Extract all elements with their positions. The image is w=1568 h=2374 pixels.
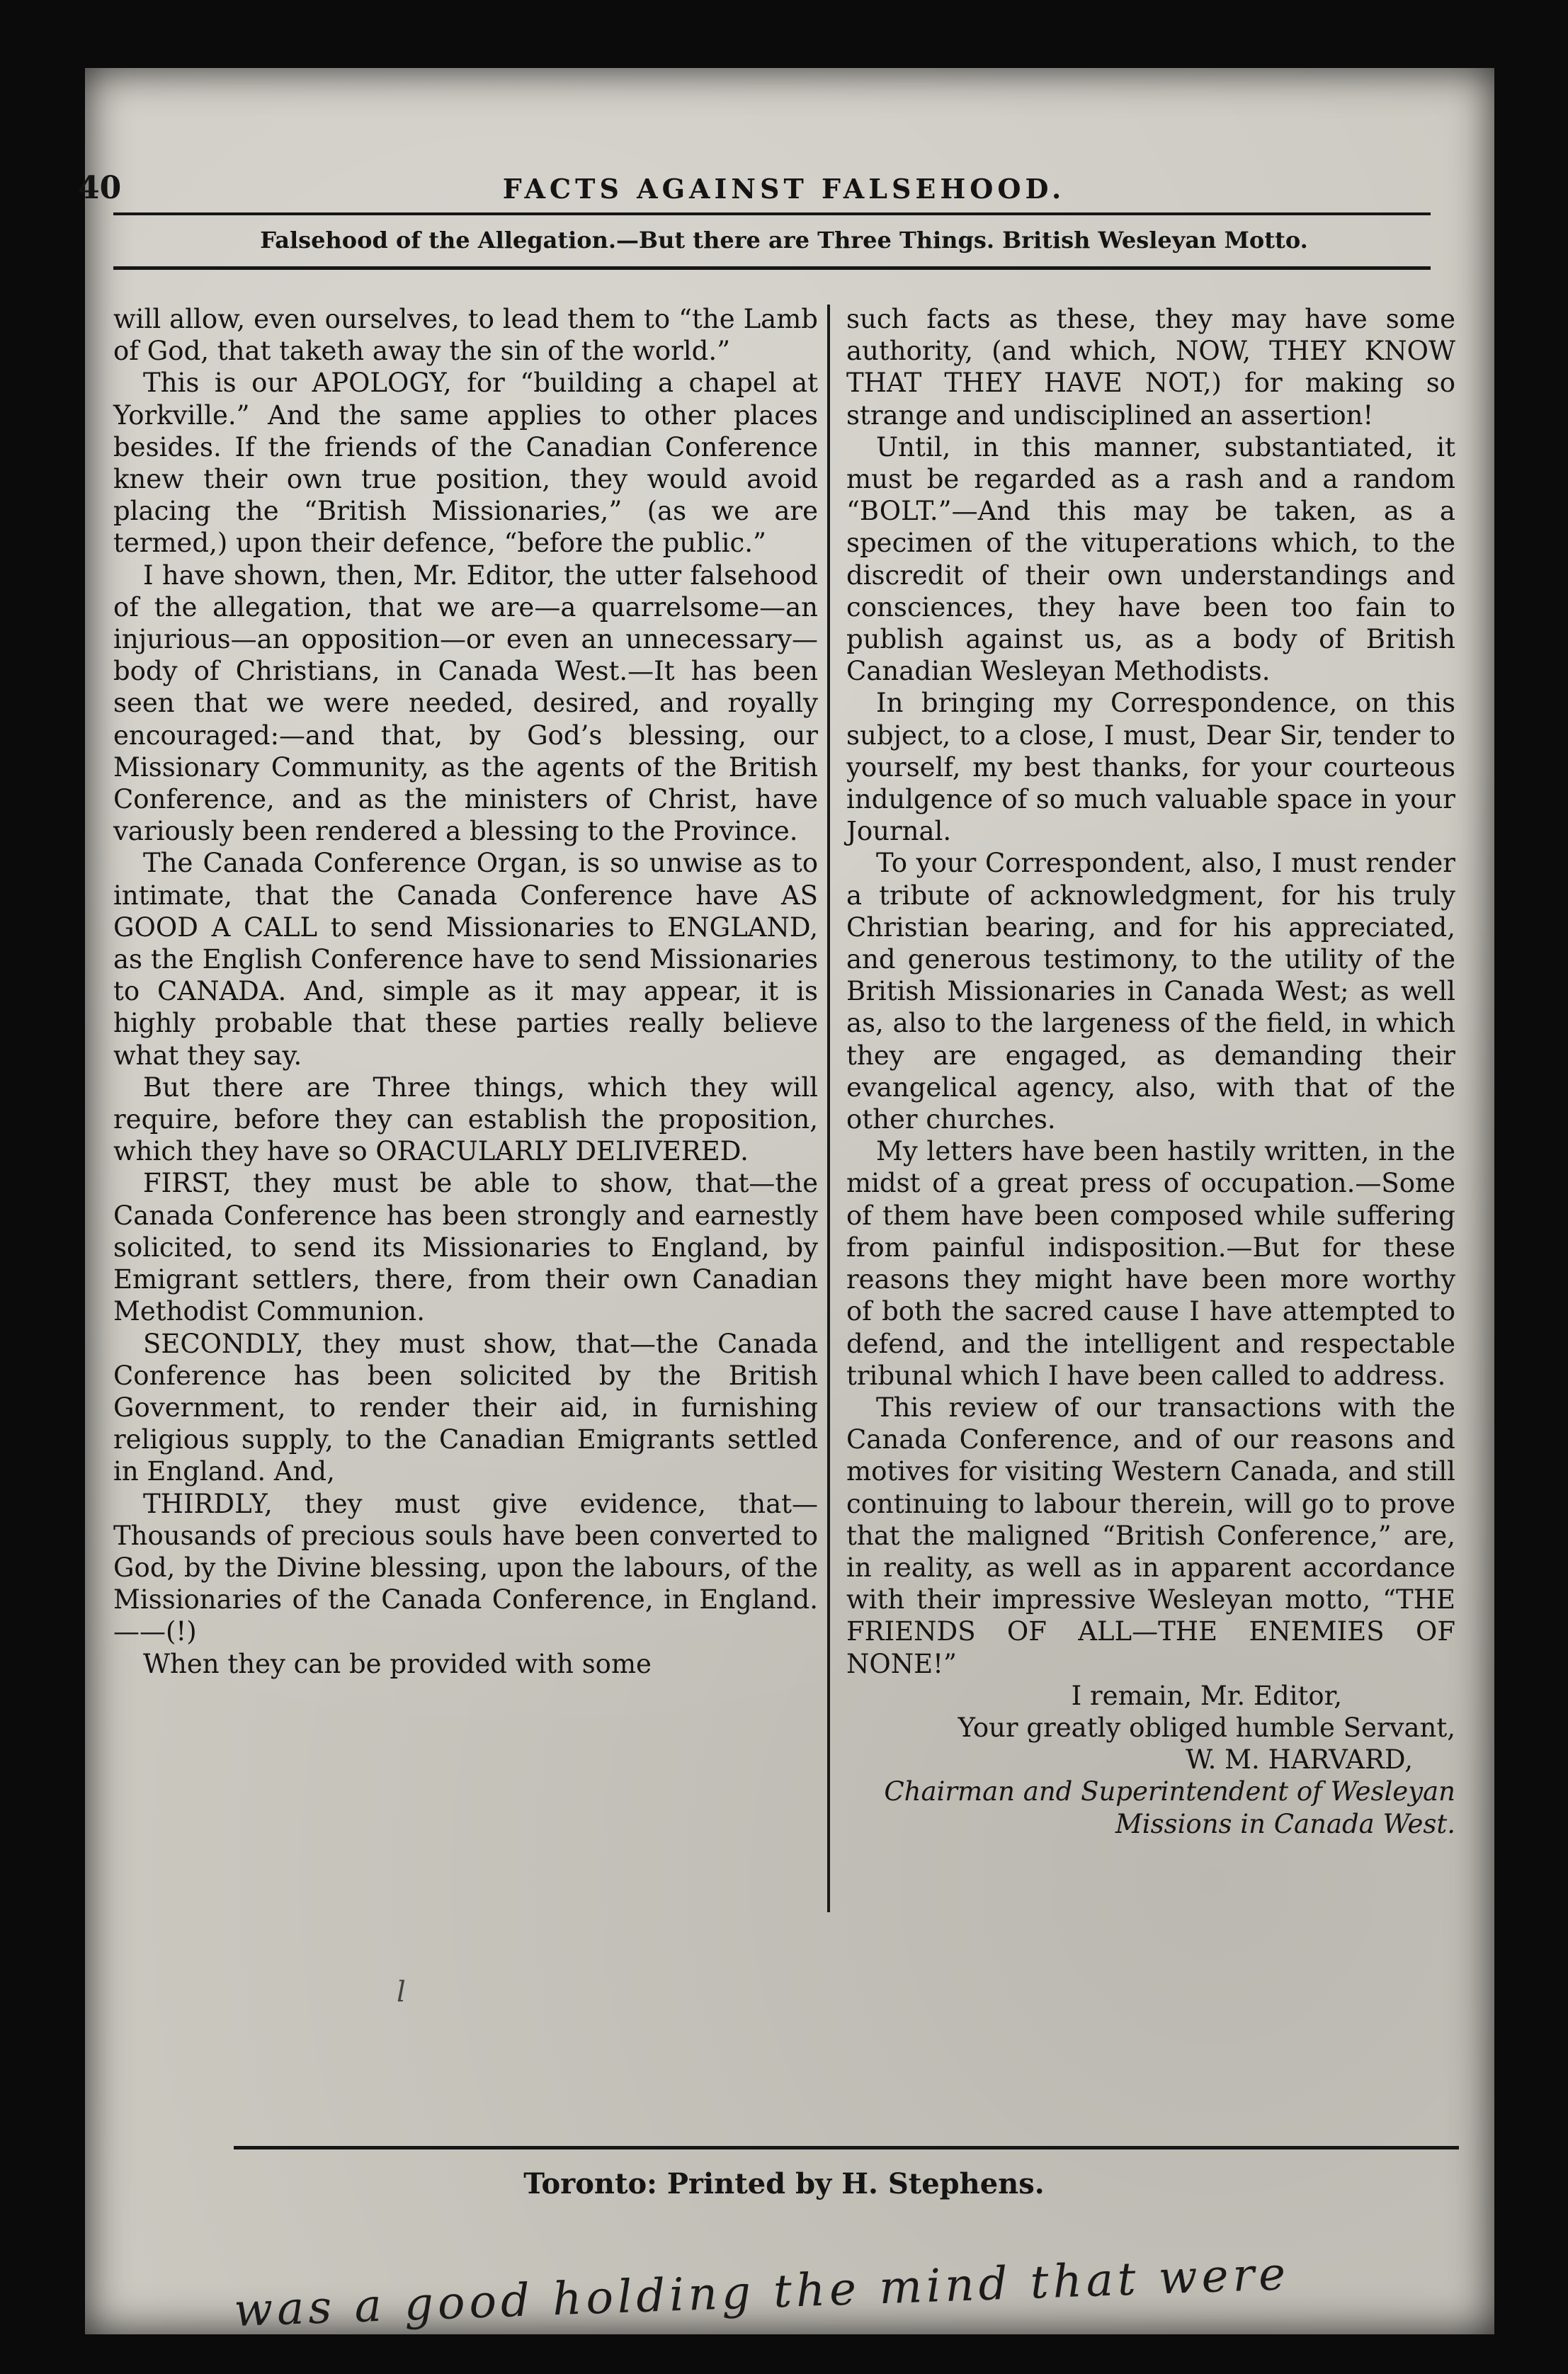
signature-title-line1: Chairman and Superintendent of Wesleyan	[884, 1776, 1455, 1807]
column-divider	[827, 305, 830, 1912]
footer-rule	[234, 2146, 1459, 2149]
signature-title-line2: Missions in Canada West.	[1115, 1808, 1455, 1839]
paragraph: But there are Three things, which they will require, before they can establish the proposition, which they have so ORACULARLY DELIVERED.	[113, 1072, 818, 1167]
imprint: Toronto: Printed by H. Stephens.	[523, 2167, 1045, 2200]
header-rule-top	[113, 212, 1431, 215]
paragraph: FIRST, they must be able to show, that—the Canada Conference has been strongly and earnestly solicited, to send its Missionaries to England, by Emigrant settlers, there, from their own Canadian Methodist Communion.	[113, 1168, 818, 1327]
paragraph: In bringing my Correspondence, on this subject, to a close, I must, Dear Sir, tender to yourself, my best thanks, for your courteous indulgence of so much valuable space in your Journal.	[846, 688, 1455, 847]
paragraph: This review of our transactions with the Canada Conference, and of our reasons and motives for visiting Western Canada, and still continuing to labour therein, will go to prove that the maligned “British Conference,” are, in reality, as well as in apparent accordance with their impressive Wesleyan motto, “THE FRIENDS OF ALL—THE ENEMIES OF NONE!”	[846, 1392, 1455, 1679]
closing-servant: Your greatly obliged humble Servant,	[958, 1712, 1455, 1743]
paragraph: will allow, even ourselves, to lead them to “the Lamb of God, that taketh away the sin of the world.”	[113, 304, 818, 367]
right-column	[846, 303, 1455, 1840]
paragraph: This is our APOLOGY, for “building a chapel at Yorkville.” And the same applies to other places besides. If the friends of the Canadian Conference knew their own true position, they would avoid placing the “British Missionaries,” (as we are termed,) upon their defence, “before the public.”	[113, 368, 818, 559]
handwritten-note: was a good holding the mind that were	[233, 2248, 1291, 2337]
paragraph: My letters have been hastily written, in the midst of a great press of occupation.—Some of them have been composed while suffering from painful indisposition.—But for these reasons they might have been more worthy of both the sacred cause I have attempted to defend, and the intelligent and respectable tribunal which I have been called to address.	[846, 1136, 1455, 1391]
header-rule-bottom	[113, 266, 1431, 270]
stray-mark: l	[397, 1976, 406, 2009]
paragraph: such facts as these, they may have some authority, (and which, NOW, THEY KNOW THAT THEY HAVE NOT,) for making so strange and undisciplined an assertion!	[846, 304, 1455, 431]
paragraph: SECONDLY, they must show, that—the Canada Conference has been solicited by the British Government, to render their aid, in furnishing religious supply, to the Canadian Emigrants settled in England. And,	[113, 1328, 818, 1487]
left-column	[113, 303, 818, 1680]
paragraph: Until, in this manner, substantiated, it must be regarded as a rash and a random “BOLT.”—And this may be taken, as a specimen of the vituperations which, to the discredit of their own understandings and consciences, they have been too fain to publish against us, as a body of British Canadian Wesleyan Methodists.	[846, 431, 1455, 687]
paragraph: When they can be provided with some	[143, 1648, 652, 1679]
paragraph: The Canada Conference Organ, is so unwise as to intimate, that the Canada Conference have AS GOOD A CALL to send Missionaries to ENGLAND, as the English Conference have to send Missionaries to CANADA. And, simple as it may appear, it is highly probable that these parties really believe what they say.	[113, 848, 818, 1071]
paragraph: THIRDLY, they must give evidence, that—Thousands of precious souls have been converted to God, by the Divine blessing, upon the labours, of the Missionaries of the Canada Conference, in England.——(!)	[113, 1488, 818, 1647]
signature-name: W. M. HARVARD,	[1186, 1744, 1413, 1776]
page-subtitle: Falsehood of the Allegation.—But there are Three Things. British Wesleyan Motto.	[260, 227, 1308, 254]
closing-remain: I remain, Mr. Editor,	[1071, 1680, 1342, 1711]
page-number: 40	[78, 170, 122, 206]
running-title: FACTS AGAINST FALSEHOOD.	[502, 173, 1066, 205]
paragraph: I have shown, then, Mr. Editor, the utter falsehood of the allegation, that we are—a quarrelsome—an injurious—an opposition—or even an unnecessary—body of Christians, in Canada West.—It has been seen that we were needed, desired, and royally encouraged:—and that, by God’s blessing, our Missionary Community, as the agents of the British Conference, and as the ministers of Christ, have variously been rendered a blessing to the Province.	[113, 560, 818, 847]
paragraph: To your Correspondent, also, I must render a tribute of acknowledgment, for his truly Christian bearing, and for his appreciated, and generous testimony, to the utility of the British Missionaries in Canada West; as well as, also to the largeness of the field, in which they are engaged, as demanding their evangelical agency, also, with that of the other churches.	[846, 848, 1455, 1135]
